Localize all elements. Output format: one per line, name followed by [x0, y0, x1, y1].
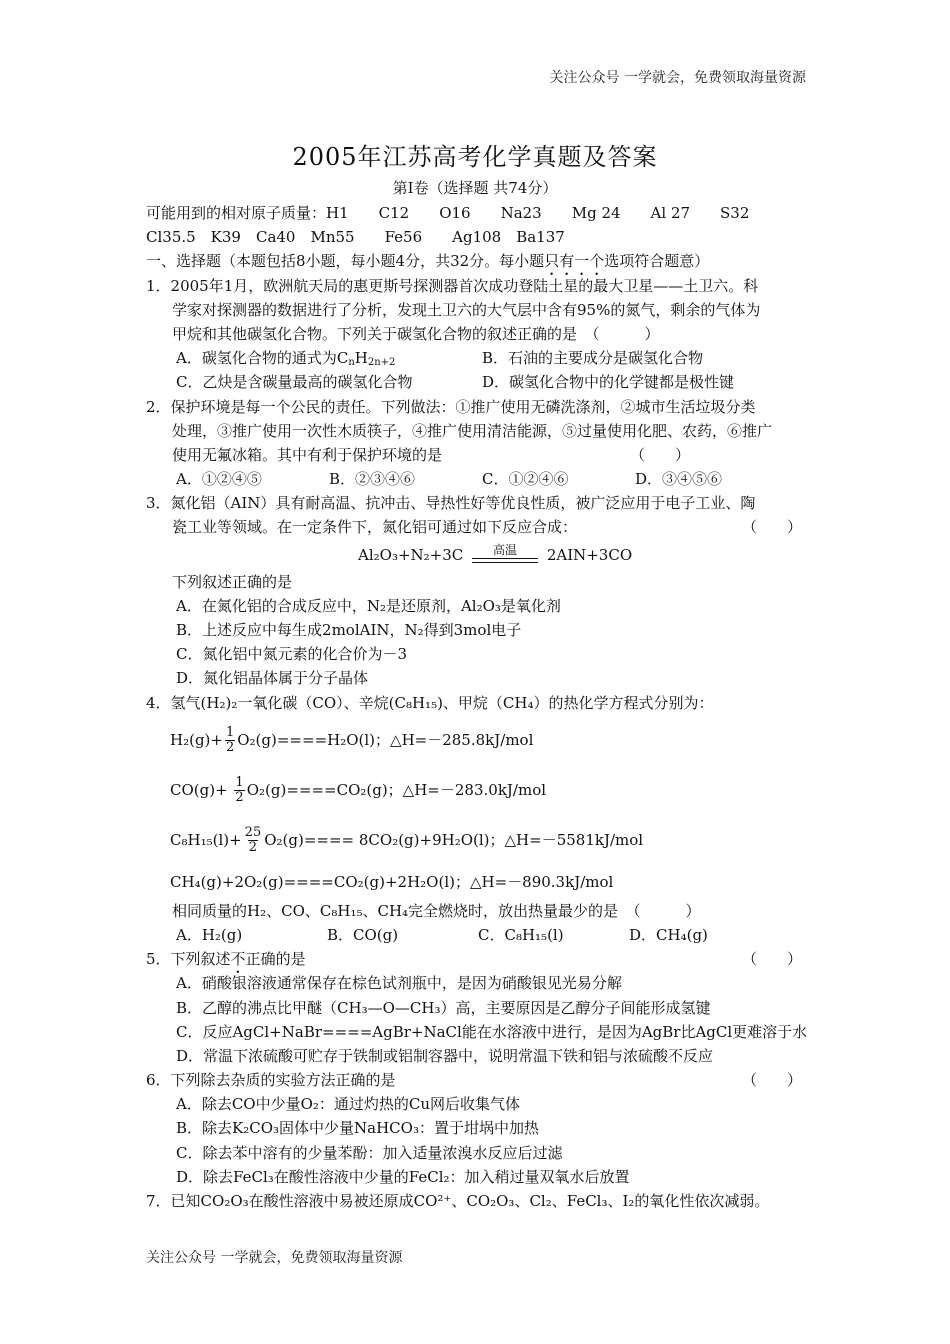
q6-option-d: D．除去FeCl₃在酸性溶液中少量的FeCl₂：加入稍过量双氧水后放置 [176, 1167, 630, 1186]
q4-eq3-left: C₈H₁₅(l)+ [170, 830, 242, 849]
q3-option-d: D．氮化铝晶体属于分子晶体 [176, 669, 369, 688]
q3-equation-left: Al₂O₃+N₂+3C [358, 545, 464, 564]
q3-reaction-equation [146, 540, 810, 570]
q4-line-1: 4．氢气(H₂)₂一氧化碳（CO）、辛烷(C₈H₁₅)、甲烷（CH₄）的热化学方程式分别为： [146, 693, 714, 712]
q1-option-a-sub-2n2: 2n+2 [367, 357, 396, 369]
q3-equation-double-bar [472, 558, 538, 563]
q6-option-b: B．除去K₂CO₃固体中少量NaHCO₃：置于坩埚中加热 [176, 1119, 539, 1138]
q5-option-d: D．常温下浓硫酸可贮存于铁制或铝制容器中，说明常温下铁和铝与浓硫酸不反应 [176, 1046, 714, 1065]
q4-option-d: D．CH₄(g) [629, 925, 708, 944]
q1-option-a-h: H [354, 349, 368, 368]
q2-option-b: B．②③④⑥ [329, 470, 416, 489]
header-note: 关注公众号 一学就会，免费领取海量资源 [549, 70, 806, 86]
q4-line-2: 相同质量的H₂、CO、C₈H₁₅、CH₄完全燃烧时，放出热量最少的是 （ ） [172, 901, 701, 920]
section-heading-emphasis: 只有一个 [544, 252, 605, 271]
q1-line-1: 1．2005年1月，欧洲航天局的惠更斯号探测器首次成功登陆土星的最大卫星——土卫六。科 [146, 276, 759, 295]
q3-option-b: B．上述反应中每生成2molAIN，N₂得到3mol电子 [176, 621, 522, 639]
footer-note: 关注公众号 一学就会，免费领取海量资源 [146, 1250, 403, 1266]
atomic-masses-line-2: Cl35.5 K39 Ca40 Mn55 Fe56 Ag108 Ba137 [146, 228, 565, 247]
q3-equation-arrow [472, 542, 538, 567]
q4-eq1-denominator: 2 [225, 740, 235, 756]
q3-line-2-text: 瓷工业等领域。在一定条件下，氮化铝可通过如下反应合成： [172, 518, 578, 537]
atomic-masses-line-1: 可能用到的相对原子质量：H1 C12 O16 Na23 Mg 24 Al 27 S32 [146, 204, 750, 222]
q4-eq2-fraction [234, 776, 244, 805]
q5-stem-prefix: 5．下列叙述 [146, 950, 231, 969]
q2-line-1: 2．保护环境是每一个公民的责任。下列做法：①推广使用无磷洗涤剂，②城市生活垃圾分类 [146, 397, 756, 416]
q5-line-1 [146, 947, 810, 971]
q3-answer-paren: （ ） [741, 518, 802, 537]
q2-line-3 [146, 443, 810, 467]
q4-option-b: B．CO(g) [327, 925, 399, 944]
q4-equation-4: CH₄(g)+2O₂(g)====CO₂(g)+2H₂O(l)；△H=－890.3kJ/mol [170, 872, 614, 891]
q6-answer-paren: （ ） [741, 1071, 802, 1090]
q3-option-a: A．在氮化铝的合成反应中，N₂是还原剂，Al₂O₃是氧化剂 [176, 596, 561, 615]
q1-option-a-text: A．碳氢化合物的通式为C [176, 349, 349, 368]
q1-option-b: B．石油的主要成分是碳氢化合物 [482, 349, 704, 368]
q6-line-1 [146, 1068, 810, 1092]
q1-options-row-2 [146, 370, 810, 394]
q3-equation-right: 2AIN+3CO [546, 545, 633, 564]
q3-line-3: 下列叙述正确的是 [172, 572, 293, 591]
q2-option-d: D．③④⑤⑥ [635, 470, 723, 489]
q4-eq2-numerator: 1 [235, 775, 244, 791]
q4-eq3-fraction [244, 826, 263, 855]
q6-option-c: C．除去苯中溶有的少量苯酚：加入适量浓溴水反应后过滤 [176, 1143, 563, 1162]
q1-options-row-1 [146, 346, 810, 370]
q4-option-c: C．C₈H₁₅(l) [478, 925, 564, 944]
q4-equation-3 [146, 815, 810, 865]
q7-line-1: 7．已知CO₂O₃在酸性溶液中易被还原成CO²⁺、CO₂O₃、Cl₂、FeCl₃、I₂的氧化性依次减弱。 [146, 1192, 770, 1210]
q3-equation-condition: 高温 [493, 542, 518, 557]
section-heading [146, 249, 810, 273]
q4-equation-2 [146, 765, 810, 815]
section-heading-suffix: 选项符合题意） [604, 252, 710, 271]
q4-eq3-right: O₂(g)==== 8CO₂(g)+9H₂O(l)；△H=－5581kJ/mol [264, 830, 644, 849]
q2-line-3-text: 使用无氟冰箱。其中有利于保护环境的是 [172, 445, 443, 464]
q1-line-2: 学家对探测器的数据进行了分析，发现土卫六的大气层中含有95%的氮气，剩余的气体为 [172, 300, 761, 319]
q4-eq1-fraction [225, 726, 235, 755]
q4-eq1-left: H₂(g)+ [170, 730, 223, 749]
q1-line-3: 甲烷和其他碳氢化合物。下列关于碳氢化合物的叙述正确的是 （ ） [172, 324, 660, 343]
q5-answer-paren: （ ） [741, 950, 802, 969]
q4-eq1-numerator: 1 [225, 725, 235, 741]
q1-option-a [176, 346, 482, 370]
q5-option-c: C．反应AgCl+NaBr====AgBr+NaCl能在水溶液中进行，是因为AgBr比AgCl更难溶于水 [176, 1022, 808, 1041]
q4-eq3-numerator: 25 [244, 825, 262, 841]
q4-eq2-denominator: 2 [235, 790, 244, 806]
q5-stem-emphasis: 不 [230, 950, 246, 969]
section-heading-prefix: 一、选择题（本题包括8小题，每小题4分，共32分。每小题 [146, 252, 545, 271]
q1-option-c: C．乙炔是含碳量最高的碳氢化合物 [176, 373, 413, 392]
q4-options-row [146, 923, 810, 947]
q2-answer-paren: （ ） [629, 445, 690, 464]
q4-eq2-left: CO(g)+ [170, 780, 233, 799]
q4-equation-1 [146, 715, 810, 765]
q1-option-a-sub-n: n [348, 357, 355, 369]
q6-stem: 6．下列除去杂质的实验方法正确的是 [146, 1071, 396, 1090]
q2-option-a: A．①②④⑤ [176, 470, 262, 489]
q5-option-a: A．硝酸银溶液通常保存在棕色试剂瓶中，是因为硝酸银见光易分解 [176, 974, 622, 993]
q6-option-a: A．除去CO中少量O₂：通过灼热的Cu网后收集气体 [176, 1095, 521, 1114]
q4-option-a: A．H₂(g) [176, 925, 243, 944]
q3-line-1: 3．氮化铝（AIN）具有耐高温、抗冲击、导热性好等优良性质，被广泛应用于电子工业、陶 [146, 494, 756, 513]
q3-option-c: C．氮化铝中氮元素的化合价为－3 [176, 645, 408, 664]
q2-line-2: 处理，③推广使用一次性木质筷子，④推广使用清洁能源，⑤过量使用化肥、农药，⑥推广 [172, 421, 773, 440]
q5-option-b: B．乙醇的沸点比甲醚（CH₃—O—CH₃）高，主要原因是乙醇分子间能形成氢键 [176, 998, 711, 1017]
exam-body [146, 201, 810, 1213]
q4-eq1-right: O₂(g)====H₂O(l)；△H=－285.8kJ/mol [237, 730, 534, 749]
q5-stem-suffix: 正确的是 [245, 950, 306, 969]
q4-eq3-denominator: 2 [248, 840, 258, 856]
q2-option-c: C．①②④⑥ [482, 470, 569, 489]
q4-eq2-right: O₂(g)====CO₂(g)；△H=－283.0kJ/mol [246, 780, 547, 799]
q1-option-d: D．碳氢化合物中的化学键都是极性键 [482, 373, 735, 392]
page-title: 2005年江苏高考化学真题及答案 [292, 143, 658, 171]
q2-options-row [146, 467, 810, 491]
section-subtitle: 第Ⅰ卷（选择题 共74分） [392, 179, 558, 197]
